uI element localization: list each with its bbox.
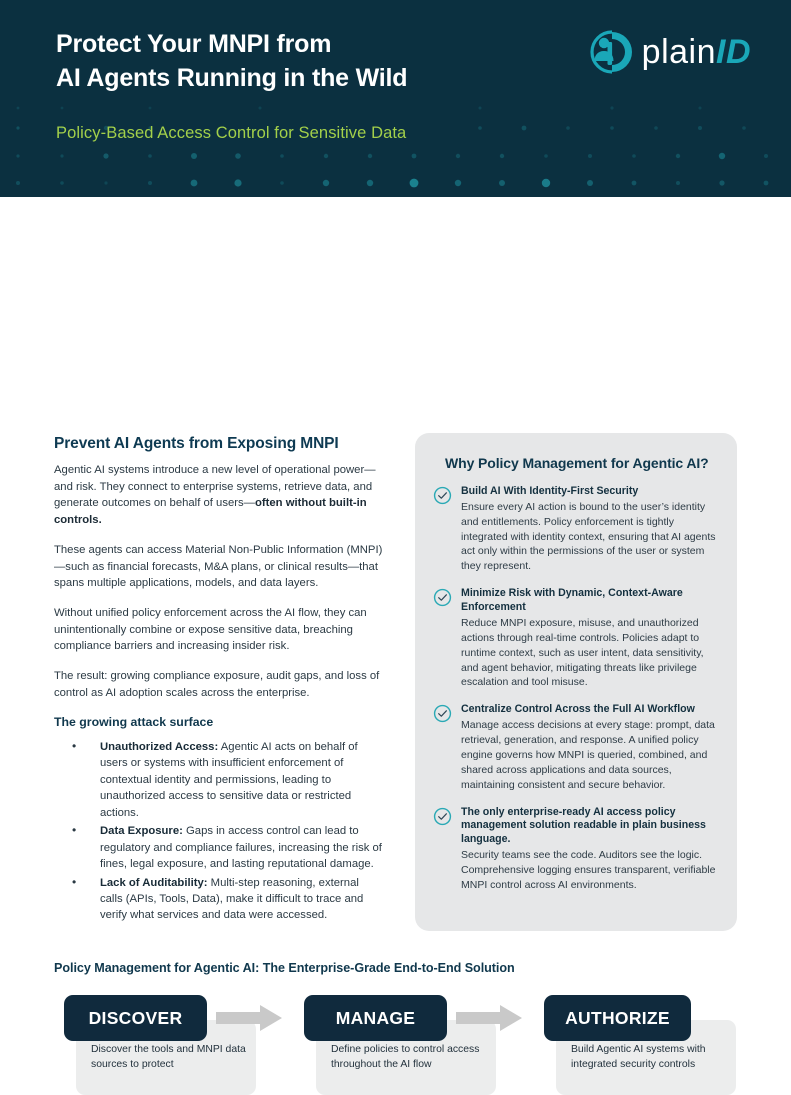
panel-item-body [461, 703, 717, 792]
page-title-line2: AI Agents Running in the Wild [56, 63, 408, 92]
flow-step-authorize [544, 995, 732, 1095]
flow-step-description: Build Agentic AI systems with integrated security controls [571, 1044, 706, 1070]
list-item [100, 739, 384, 821]
left-paragraph-1 [54, 462, 384, 529]
panel-item-title: Minimize Risk with Dynamic, Context-Aware Enforcement [461, 587, 683, 614]
page-title [56, 28, 526, 96]
flow-step-chip[interactable] [544, 995, 691, 1041]
list-item-text: Multi-step reasoning, external calls (APIs, Tools, Data), make it difficult to trace and verify what services and data were accessed. [100, 876, 364, 922]
panel-item [433, 485, 717, 574]
left-paragraph-4: The result: growing compliance exposure, audit gaps, and loss of control as AI adoption scales across the enterprise. [54, 670, 380, 699]
panel-item [433, 806, 717, 893]
panel-item-title: The only enterprise-ready AI access policy management solution readable in plain business language. [461, 805, 706, 846]
flow-step-chip[interactable] [304, 995, 447, 1041]
logo-text-plain: plain [641, 33, 716, 71]
page-title-line1: Protect Your MNPI from [56, 30, 332, 58]
panel-title: Why Policy Management for Agentic AI? [445, 455, 709, 471]
left-paragraph-1-emphasis: often without built-in controls. [54, 497, 367, 527]
panel-item [433, 587, 717, 690]
flow-step-chip[interactable] [64, 995, 207, 1041]
left-heading: Prevent AI Agents from Exposing MNPI [54, 435, 339, 452]
flow-step-description: Discover the tools and MNPI data sources to protect [91, 1044, 246, 1070]
check-circle-icon [433, 704, 452, 723]
plainid-logo [588, 28, 751, 76]
flow-heading: Policy Management for Agentic AI: The Enterprise-Grade End-to-End Solution [54, 961, 515, 975]
panel-item-text: Ensure every AI action is bound to the user’s identity and entitlements. Policy enforcement is tightly integrated with identity context, ensuring that AI agents act only within the permissions of the user or system they represent. [461, 500, 716, 573]
list-item-text: Agentic AI acts on behalf of users or systems with insufficient enforcement of contextual identity and permissions, leading to unauthorized access to sensitive data or restricted actions. [100, 740, 358, 819]
flow-step-description: Define policies to control access throughout the AI flow [331, 1044, 480, 1070]
panel-item-body [461, 587, 717, 690]
panel-item-title: Build AI With Identity-First Security [461, 485, 639, 497]
list-item-term: Lack of Auditability: [100, 876, 208, 889]
panel-item [433, 703, 717, 792]
panel-item-body [461, 485, 717, 574]
list-item-text: Gaps in access control can lead to regulatory and compliance failures, increasing the risk of fines, legal exposure, and lasting reputational damage. [100, 825, 382, 871]
flow-arrow-icon [216, 1005, 282, 1031]
list-item [100, 823, 384, 872]
left-paragraph-2: These agents can access Material Non-Public Information (MNPI)—such as financial forecasts, M&A plans, or clinical results—that spans multiple applications, models, and data layers. [54, 543, 383, 590]
left-subheading: The growing attack surface [54, 714, 214, 729]
check-circle-icon [433, 486, 452, 505]
list-item-term: Unauthorized Access: [100, 740, 219, 753]
why-policy-management-panel [415, 433, 737, 931]
panel-item-text: Reduce MNPI exposure, misuse, and unauthorized actions through real-time controls. Policies adapt to runtime context, such as user intent, data sensitivity, and agent behavior, mitigating threats like privilege escalation and tool misuse. [461, 616, 704, 689]
left-paragraph-3: Without unified policy enforcement across the AI flow, they can unintentionally combine or expose sensitive data, breaching compliance barriers and increasing insider risk. [54, 607, 367, 653]
solution-flow-section [54, 961, 744, 1095]
panel-item-text: Manage access decisions at every stage: prompt, data retrieval, generation, and response. A unified policy engine governs how MNPI is queried, combined, and shared across applications and data sources, maintaining consistent and secure behavior. [461, 719, 715, 791]
flow-row [54, 995, 744, 1095]
logo-text-id: ID [716, 33, 751, 71]
plainid-person-circle-icon [588, 28, 636, 76]
flow-arrow-icon [456, 1005, 522, 1031]
list-item [100, 875, 384, 924]
panel-item-title: Centralize Control Across the Full AI Workflow [461, 703, 695, 716]
page-subtitle: Policy-Based Access Control for Sensitive Data [56, 124, 407, 142]
panel-item-text: Security teams see the code. Auditors see the logic. Comprehensive logging ensures transparent, verifiable MNPI control across AI environments. [461, 848, 716, 891]
flow-step-label: AUTHORIZE [565, 1007, 670, 1028]
left-paragraph-1-text: Agentic AI systems introduce a new level of operational power—and risk. They connect to enterprise systems, retrieve data, and generate outcomes on behalf of users— [54, 464, 376, 510]
left-column [54, 435, 384, 926]
page-header [0, 0, 791, 197]
flow-step-label: DISCOVER [88, 1007, 183, 1028]
plainid-wordmark [642, 35, 751, 69]
flow-step-label: MANAGE [335, 1007, 416, 1028]
check-circle-icon [433, 588, 452, 607]
panel-item-body [461, 806, 717, 893]
check-circle-icon [433, 807, 452, 826]
attack-surface-list [54, 739, 384, 924]
list-item-term: Data Exposure: [100, 825, 183, 838]
